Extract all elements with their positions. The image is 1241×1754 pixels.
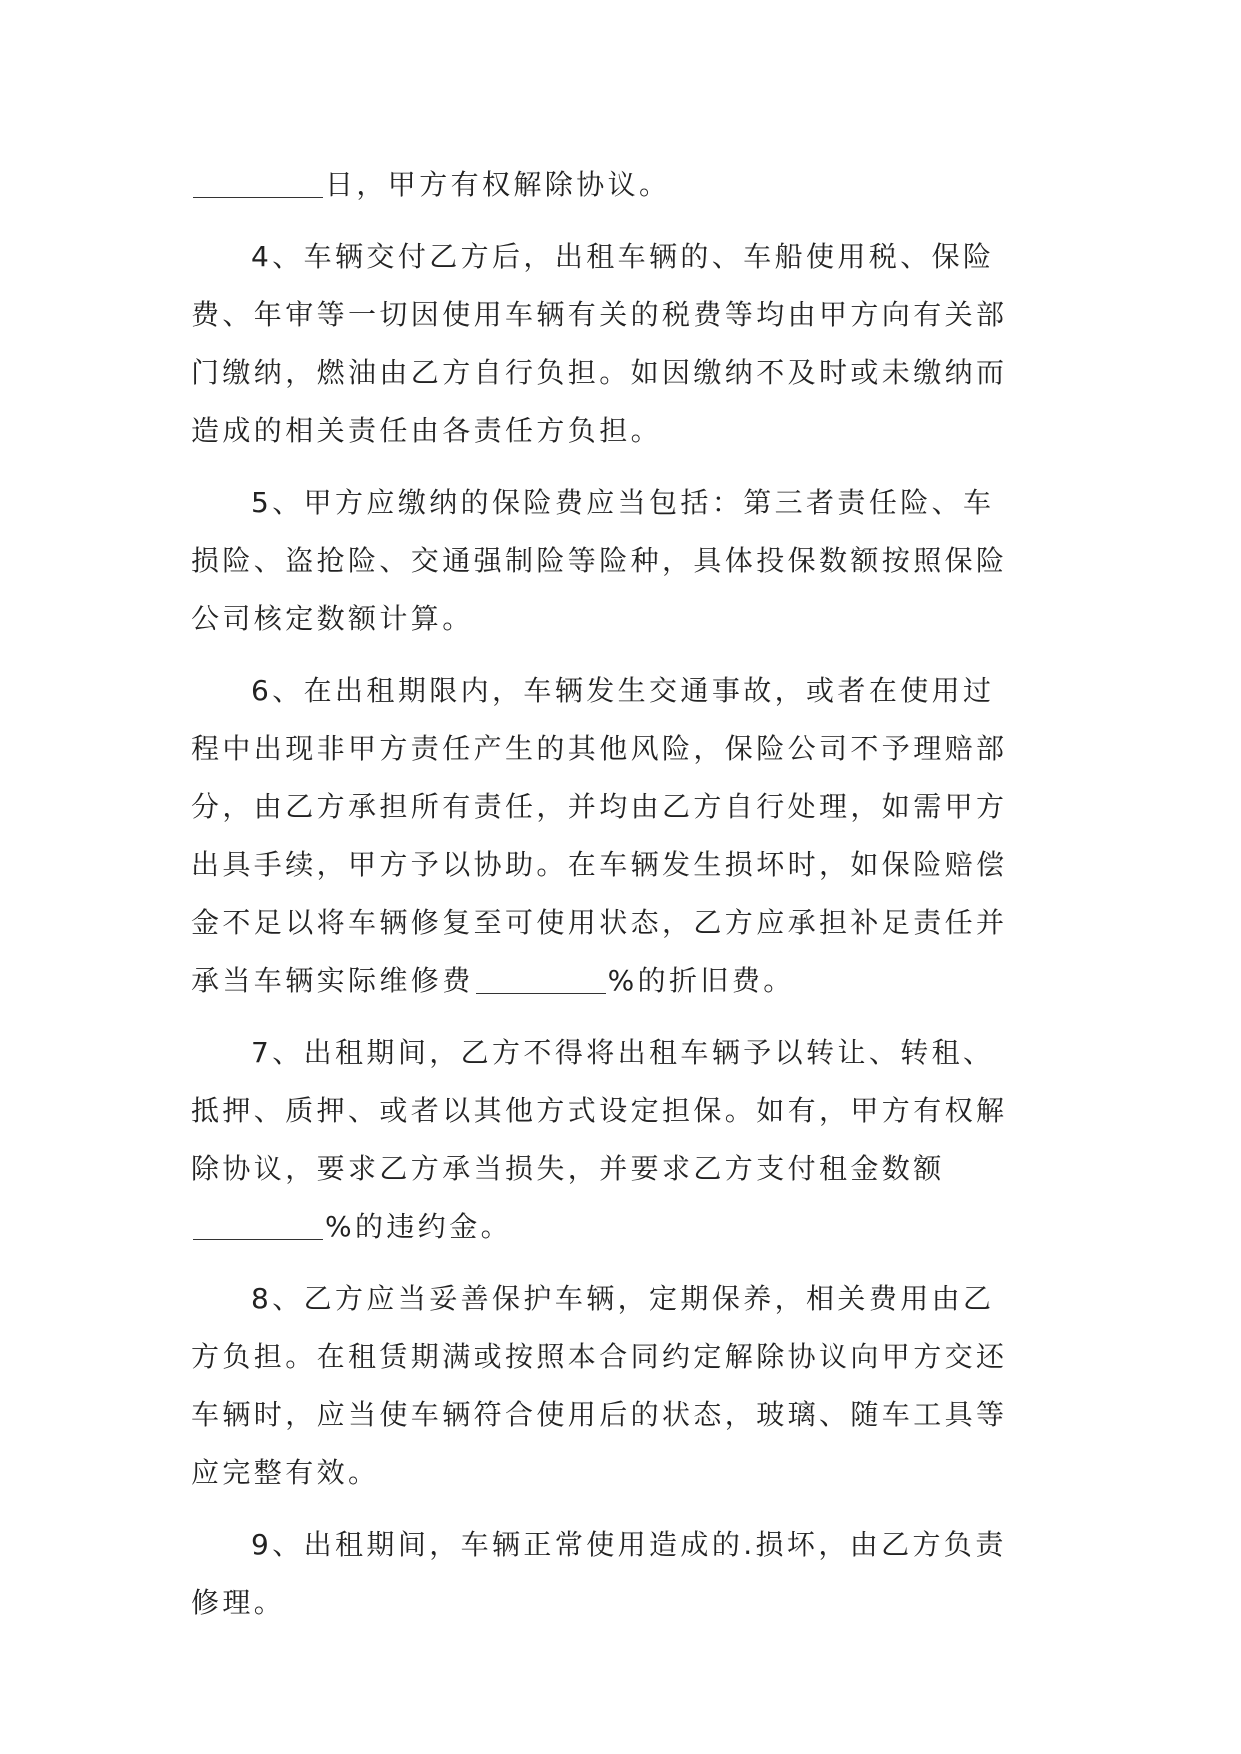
text-line: 程中出现非甲方责任产生的其他风险，保险公司不予理赔部 [191,732,1008,765]
fill-in-blank [476,963,606,994]
text-line [191,1198,1051,1256]
text-line: 造成的相关责任由各责任方负担。 [191,414,663,447]
text-line: 方负担。在租赁期满或按照本合同约定解除协议向甲方交还 [191,1340,1008,1373]
text-line: 应完整有效。 [191,1456,380,1489]
text-line: 费、年审等一切因使用车辆有关的税费等均由甲方向有关部 [191,298,1008,331]
paragraph-7 [191,1024,1051,1256]
text-line: 分，由乙方承担所有责任，并均由乙方自行处理，如需甲方 [191,790,1008,823]
text-line: 抵押、质押、或者以其他方式设定担保。如有，甲方有权解 [191,1094,1008,1127]
text-line: 9、出租期间，车辆正常使用造成的.损坏，由乙方负责 [251,1528,1007,1561]
fill-in-blank [193,1209,323,1240]
text-line: 8、乙方应当妥善保护车辆，定期保养，相关费用由乙 [251,1282,995,1315]
paragraph-8 [191,1270,1051,1502]
text-line: 4、车辆交付乙方后，出租车辆的、车船使用税、保险 [251,240,995,273]
paragraph-9 [191,1516,1051,1632]
paragraph-4 [191,228,1051,460]
paragraph-6 [191,662,1051,1010]
text-line: 车辆时，应当使车辆符合使用后的状态，玻璃、随车工具等 [191,1398,1008,1431]
text-line: 5、甲方应缴纳的保险费应当包括：第三者责任险、车 [251,486,995,519]
text-line: 损险、盗抢险、交通强制险等险种，具体投保数额按照保险 [191,544,1008,577]
paragraph-5 [191,474,1051,648]
text-line: 门缴纳，燃油由乙方自行负担。如因缴纳不及时或未缴纳而 [191,356,1008,389]
text-line [191,952,1051,1010]
text-line: 公司核定数额计算。 [191,602,474,635]
text-line: 金不足以将车辆修复至可使用状态，乙方应承担补足责任并 [191,906,1008,939]
text-line: 7、出租期间，乙方不得将出租车辆予以转让、转租、 [251,1036,995,1069]
text-line: 6、在出租期限内，车辆发生交通事故，或者在使用过 [251,674,995,707]
text-run: 日，甲方有权解除协议。 [325,168,671,201]
fill-in-blank [193,167,323,198]
text-run: %的违约金。 [325,1210,513,1243]
paragraph-3-continuation [191,156,1051,214]
text-line: 除协议，要求乙方承当损失，并要求乙方支付租金数额 [191,1152,945,1185]
text-line: 出具手续，甲方予以协助。在车辆发生损坏时，如保险赔偿 [191,848,1008,881]
text-line: 修理。 [191,1586,286,1619]
text-run: %的折旧费。 [607,964,795,997]
document-body [191,156,1051,1632]
text-run: 承当车辆实际维修费 [191,964,474,997]
